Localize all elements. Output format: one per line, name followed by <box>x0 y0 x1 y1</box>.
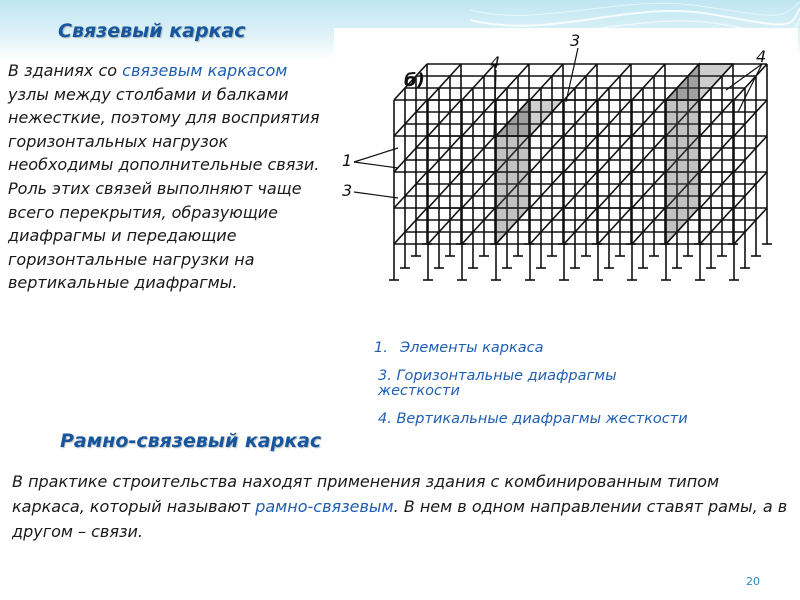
transverse-beam-line <box>632 172 665 208</box>
transverse-beam-line <box>394 172 427 208</box>
transverse-beam-line <box>496 64 529 100</box>
intro-highlight: связевым каркасом <box>122 61 288 80</box>
intro-paragraph <box>8 59 326 295</box>
transverse-beam-line <box>462 172 495 208</box>
legend-item-horizontal-diaphragms: 3. Горизонтальные диафрагмы жесткости <box>378 368 617 399</box>
legend-item-frame-elements <box>374 341 544 356</box>
transverse-beam-line <box>462 136 495 172</box>
body-text-start: В практике строительства находят применения здания с комбинированным типом каркаса, который называют <box>12 472 720 516</box>
slide-title: Связевый каркас <box>58 20 246 42</box>
callout-3-top: 3 <box>570 31 581 50</box>
transverse-beam-line <box>632 64 665 100</box>
intro-text-end: узлы между столбами и балками нежесткие, поэтому для восприятия горизонтальных нагрузок необходимы дополнительные связи. Роль этих связей выполняют чаще всего перекрытия, образующие диафрагмы и передающие горизонтальные нагрузки на вертикальные диафрагмы. <box>8 84 320 293</box>
frame-diagram <box>334 28 798 332</box>
callout-1: 1 <box>342 151 353 170</box>
transverse-beam-line <box>598 172 631 208</box>
transverse-beam-line <box>564 172 597 208</box>
transverse-beam-line <box>394 208 427 244</box>
transverse-beam-line <box>394 100 427 136</box>
page-number: 20 <box>746 575 760 588</box>
transverse-beam-line <box>428 172 461 208</box>
transverse-beam-line <box>734 136 767 172</box>
transverse-beam-line <box>530 136 563 172</box>
legend-item-vertical-diaphragms: 4. Вертикальные диафрагмы жесткости <box>378 411 688 427</box>
transverse-beam-line <box>530 172 563 208</box>
legend-item-number: 1. <box>374 340 388 356</box>
diaphragm-cap <box>496 100 563 136</box>
transverse-beam-line <box>598 100 631 136</box>
transverse-beam-line <box>734 64 767 100</box>
transverse-beam-line <box>734 100 767 136</box>
callout-4-left: 4 <box>490 53 501 72</box>
transverse-beam-line <box>428 64 461 100</box>
transverse-beam-line <box>632 208 665 244</box>
transverse-beam-line <box>530 208 563 244</box>
transverse-beam-line <box>598 208 631 244</box>
transverse-beam-line <box>530 64 563 100</box>
transverse-beam-line <box>734 208 767 244</box>
diaphragm-cap <box>666 64 733 100</box>
transverse-beam-line <box>734 172 767 208</box>
transverse-beam-line <box>428 100 461 136</box>
legend-item-label: Элементы каркаса <box>400 340 544 356</box>
section-title: Рамно-связевый каркас <box>60 430 322 452</box>
callout-4-right: 4 <box>756 47 767 66</box>
intro-text-start: В зданиях со <box>8 61 123 80</box>
transverse-beam-line <box>564 136 597 172</box>
body-paragraph <box>12 469 792 544</box>
transverse-beam-line <box>700 136 733 172</box>
body-text-end: . В нем в одном направлении ставят рамы, а в другом – связи. <box>12 497 788 541</box>
transverse-beam-line <box>428 208 461 244</box>
transverse-beam-line <box>564 208 597 244</box>
callout-3-left: 3 <box>342 181 353 200</box>
transverse-beam-line <box>700 100 733 136</box>
body-highlight: рамно-связевым <box>255 497 394 516</box>
frame-drawing <box>334 28 798 332</box>
transverse-beam-line <box>394 136 427 172</box>
transverse-beam-line <box>598 136 631 172</box>
transverse-beam-line <box>700 172 733 208</box>
transverse-beam-line <box>598 64 631 100</box>
transverse-beam-line <box>564 100 597 136</box>
transverse-beam-line <box>462 100 495 136</box>
transverse-beam-line <box>632 100 665 136</box>
transverse-beam-line <box>632 136 665 172</box>
figure-label-b: б) <box>404 70 425 91</box>
transverse-beam-line <box>462 208 495 244</box>
transverse-beam-line <box>700 208 733 244</box>
transverse-beam-line <box>428 136 461 172</box>
transverse-beam-line <box>564 64 597 100</box>
